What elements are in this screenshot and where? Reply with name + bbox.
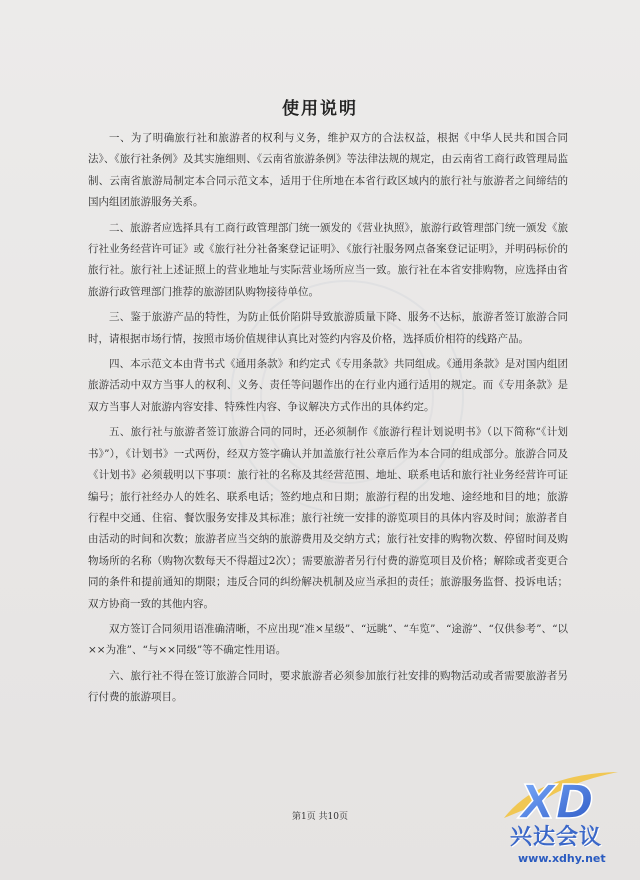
xd-logo-watermark <box>498 768 638 876</box>
paragraph-6: 双方签订合同须用语准确清晰，不应出现“准×星级”、“远眺”、“车览”、“途游”、“仅供参考”、“以××为准”、“与××同级”等不确定性用语。 <box>88 622 568 657</box>
xd-logo-mark: XD <box>520 775 594 828</box>
logo-url: www.xdhy.net <box>518 852 606 865</box>
xd-logo-icon <box>498 768 638 828</box>
logo-company-name: 兴达会议 <box>510 825 603 850</box>
paragraph-4: 四、本示范文本由背书式《通用条款》和约定式《专用条款》共同组成。《通用条款》是对国内组团旅游活动中双方当事人的权利、义务、责任等问题作出的在行业内通行适用的规定。而《专用条款》是双方当事人对旅游内容安排、特殊性内容、争议解决方式作出的具体约定。 <box>88 358 568 413</box>
paragraph-5: 五、旅行社与旅游者签订旅游合同的同时，还必须制作《旅游行程计划说明书》（以下简称“《计划书》”），《计划书》一式两份，经双方签字确认并加盖旅行社公章后作为本合同的组成部分。旅游合同及《计划书》必须载明以下事项：旅行社的名称及其经营范围、地址、联系电话和旅行社业务经营许可证编号；旅行社经办人的姓名、联系电话；签约地点和日期；旅游行程的出发地、途经地和目的地；旅游行程中交通、住宿、餐饮服务安排及其标准；旅行社统一安排的游览项目的具体内容及时间；旅游者自由活动的时间和次数；旅游者应当交纳的旅游费用及交纳方式；旅行社安排的购物次数、停留时间及购物场所的名称（购物次数每天不得超过2次）；需要旅游者另行付费的游览项目及价格；解除或者变更合同的条件和提前通知的期限；违反合同的纠纷解决机制及应当承担的责任；旅游服务监督、投诉电话；双方协商一致的其他内容。 <box>88 426 568 610</box>
paragraph-2: 二、旅游者应选择具有工商行政管理部门统一颁发的《营业执照》，旅游行政管理部门统一颁发《旅行社业务经营许可证》或《旅行社分社备案登记证明》、《旅行社服务网点备案登记证明》，并明码标价的旅行社。旅行社上述证照上的营业地址与实际营业场所应当一致。旅行社在本省安排购物，应选择由省旅游行政管理部门推荐的旅游团队购物接待单位。 <box>88 221 568 298</box>
document-title: 使用说明 <box>282 99 358 119</box>
document-body <box>88 128 568 713</box>
page-number: 第1页 共10页 <box>291 812 349 822</box>
paragraph-7: 六、旅行社不得在签订旅游合同时，要求旅游者必须参加旅行社安排的购物活动或者需要旅游者另行付费的旅游项目。 <box>88 669 568 704</box>
paragraph-3: 三、鉴于旅游产品的特性，为防止低价陷阱导致旅游质量下降、服务不达标，旅游者签订旅游合同时，请根据市场行情，按照市场价值规律认真比对签约内容及价格，选择质价相符的线路产品。 <box>88 311 568 345</box>
paragraph-1: 一、为了明确旅行社和旅游者的权利与义务，维护双方的合法权益，根据《中华人民共和国合同法》、《旅行社条例》及其实施细则、《云南省旅游条例》等法律法规的规定，由云南省工商行政管理局监制、云南省旅游局制定本合同示范文本，适用于住所地在本省行政区域内的旅行社与旅游者之间缔结的国内组团旅游服务关系。 <box>88 132 568 209</box>
